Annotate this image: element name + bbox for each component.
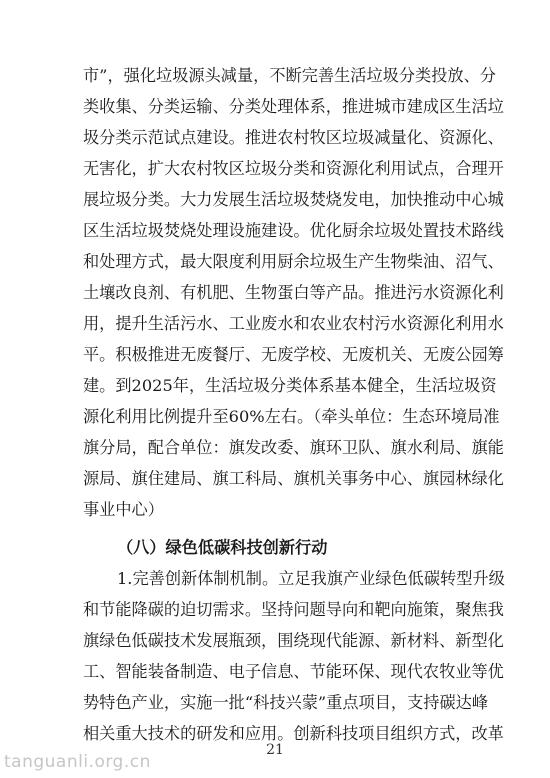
body-line: 和处理方式，最大限度利用厨余垃圾生产生物柴油、沼气、 — [83, 252, 504, 271]
body-line: 旗绿色低碳技术发展瓶颈，围绕现代能源、新材料、新型化 — [83, 631, 504, 650]
body-line: 用，提升生活污水、工业废水和农业农村污水资源化利用水 — [83, 314, 504, 333]
watermark: tanguanli.org.cn — [4, 752, 151, 772]
body-line: 势特色产业，实施一批“科技兴蒙”重点项目，支持碳达峰 — [83, 693, 489, 712]
body-line: 源化利用比例提升至60%左右。（牵头单位：生态环境局准 — [83, 407, 500, 426]
body-line: 1.完善创新体制机制。立足我旗产业绿色低碳转型升级 — [117, 569, 505, 588]
body-line: 旗分局，配合单位：旗发改委、旗环卫队、旗水利局、旗能 — [83, 438, 504, 457]
body-line: 类收集、分类运输、分类处理体系，推进城市建成区生活垃 — [83, 97, 504, 116]
body-line: 圾分类示范试点建设。推进农村牧区垃圾减量化、资源化、 — [83, 128, 504, 147]
body-line: 展垃圾分类。大力发展生活垃圾焚烧发电，加快推动中心城 — [83, 190, 504, 209]
body-line: 无害化，扩大农村牧区垃圾分类和资源化利用试点，合理开 — [83, 159, 504, 178]
body-line: 相关重大技术的研发和应用。创新科技项目组织方式，改革 — [83, 724, 504, 743]
body-line: 和节能降碳的迫切需求。坚持问题导向和靶向施策，聚焦我 — [83, 600, 504, 619]
page-number: 21 — [266, 742, 284, 758]
body-line: 土壤改良剂、有机肥、生物蛋白等产品。推进污水资源化利 — [83, 283, 504, 302]
body-line: 区生活垃圾焚烧处理设施建设。优化厨余垃圾处置技术路线 — [83, 221, 504, 240]
body-line: 源局、旗住建局、旗工科局、旗机关事务中心、旗园林绿化 — [83, 469, 504, 488]
body-line: 工、智能装备制造、电子信息、节能环保、现代农牧业等优 — [83, 662, 504, 681]
body-line: 事业中心） — [83, 500, 164, 519]
section-heading: （八）绿色低碳科技创新行动 — [117, 538, 328, 557]
body-line: 市”，强化垃圾源头减量，不断完善生活垃圾分类投放、分 — [83, 66, 496, 85]
body-line: 建。到2025年，生活垃圾分类体系基本健全，生活垃圾资 — [83, 376, 497, 395]
body-line: 平。积极推进无废餐厅、无废学校、无废机关、无废公园筹 — [83, 345, 504, 364]
